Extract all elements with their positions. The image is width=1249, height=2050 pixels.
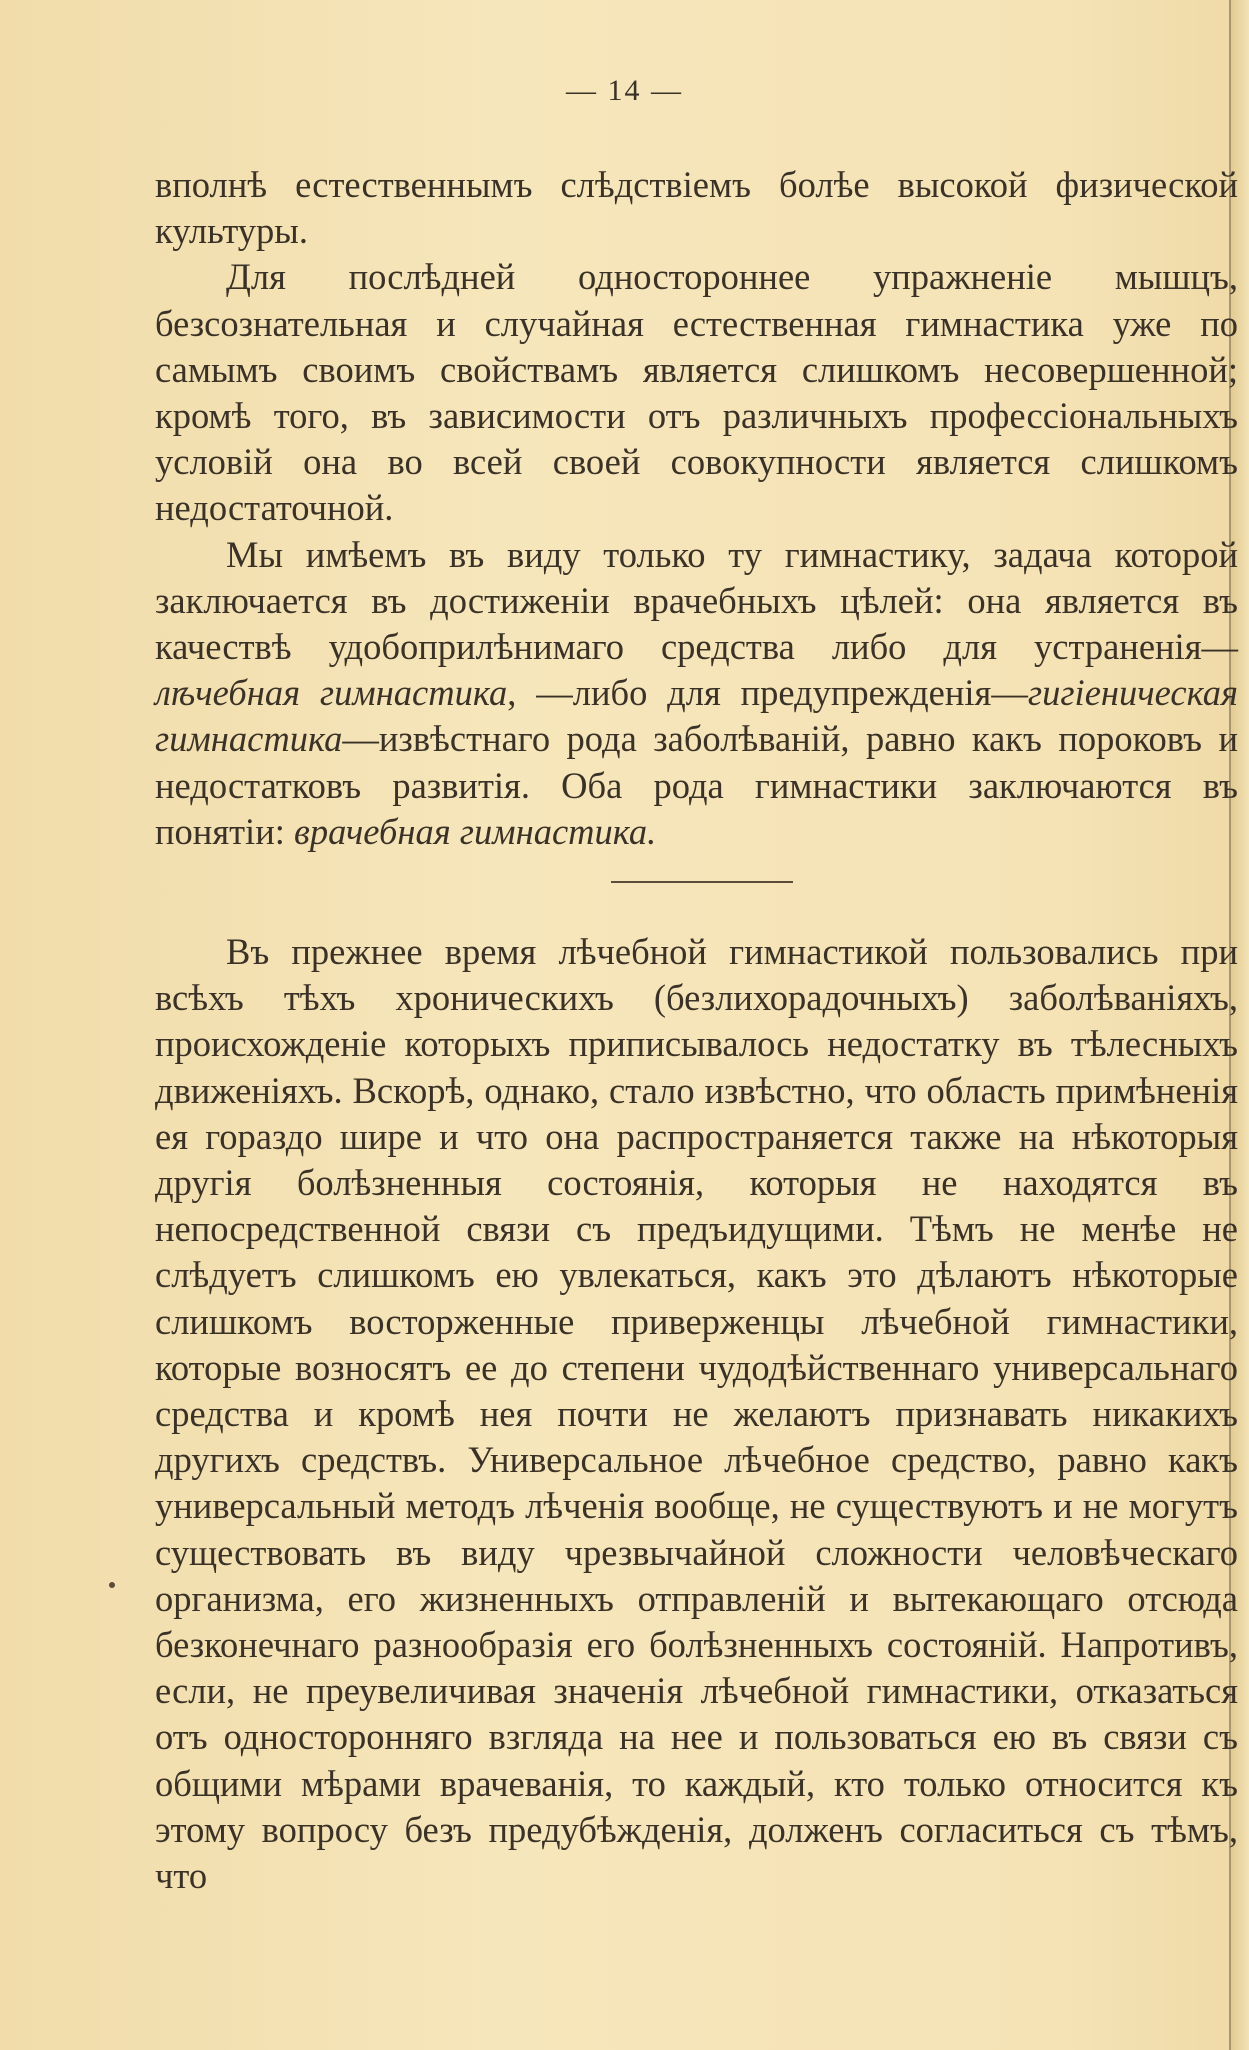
page-number: — 14 — (566, 74, 683, 107)
margin-mark (109, 1582, 115, 1588)
emphasis-term: гигіеническая гимнастика (155, 672, 1238, 760)
text-block-top (155, 162, 1238, 855)
emphasis-term: врачебная гимнастика. (294, 810, 657, 852)
paragraph-exercise: Для послѣдней одностороннее упражненіе мышцъ, безсознательная и случайная естественная гимнастика уже по самымъ своимъ свойствамъ является слишкомъ несовершенной; кромѣ того, въ зависимости отъ различныхъ профессіональныхъ условій она во всей своей совокупности является слишкомъ недостаточной. (155, 256, 1238, 529)
section-divider (611, 881, 793, 883)
paragraph-continuation: вполнѣ естественнымъ слѣдствіемъ болѣе высокой физической культуры. (155, 164, 1238, 252)
text-run: , —либо для предупрежденія— (507, 672, 1028, 714)
emphasis-term: лѣчебная гимнастика (155, 672, 508, 714)
text-block-bottom (155, 929, 1238, 1899)
paragraph-history: Въ прежнее время лѣчебной гимнастикой пользовались при всѣхъ тѣхъ хроническихъ (безлихорадочныхъ) заболѣваніяхъ, происхожденіе которыхъ приписывалось недостатку въ тѣлесныхъ движеніяхъ. Вскорѣ, однако, стало извѣстно, что область примѣненія ея гораздо шире и что она распространяется также на нѣкоторыя другія болѣзненныя состоянія, которыя не находятся въ непосредственной связи съ предъидущими. Тѣмъ не менѣе не слѣдуетъ слишкомъ ею увлекаться, какъ это дѣлаютъ нѣкоторые слишкомъ восторженные приверженцы лѣчебной гимнастики, которые возносятъ ее до степени чудодѣйственнаго универсальнаго средства и кромѣ нея почти не желаютъ признавать никакихъ другихъ средствъ. Универсальное лѣчебное средство, равно какъ универсальный методъ лѣченія вообще, не существуютъ и не могутъ существовать въ виду чрезвычайной сложности человѣческаго организма, его жизненныхъ отправленій и вытекающаго отсюда безконечнаго разнообразія его болѣзненныхъ состояній. Напротивъ, если, не преувеличивая значенія лѣчебной гимнастики, отказаться отъ односторонняго взгляда на нее и пользоваться ею въ связи съ общими мѣрами врачеванія, то каждый, кто только относится къ этому вопросу безъ предубѣжденія, долженъ согласиться съ тѣмъ, что (155, 931, 1238, 1897)
paragraph-medical-gymnastics (155, 532, 1238, 855)
text-run: Мы имѣемъ въ виду только ту гимнастику, задача которой заключается въ достиженіи врачебныхъ цѣлей: она является въ качествѣ удобоприлѣнимаго средства либо для устраненія— (155, 533, 1238, 668)
text-run: —извѣстнаго рода заболѣваній, равно какъ пороковъ и недостатковъ развитія. Оба рода гимнастики заключаются въ понятіи: (155, 718, 1238, 852)
